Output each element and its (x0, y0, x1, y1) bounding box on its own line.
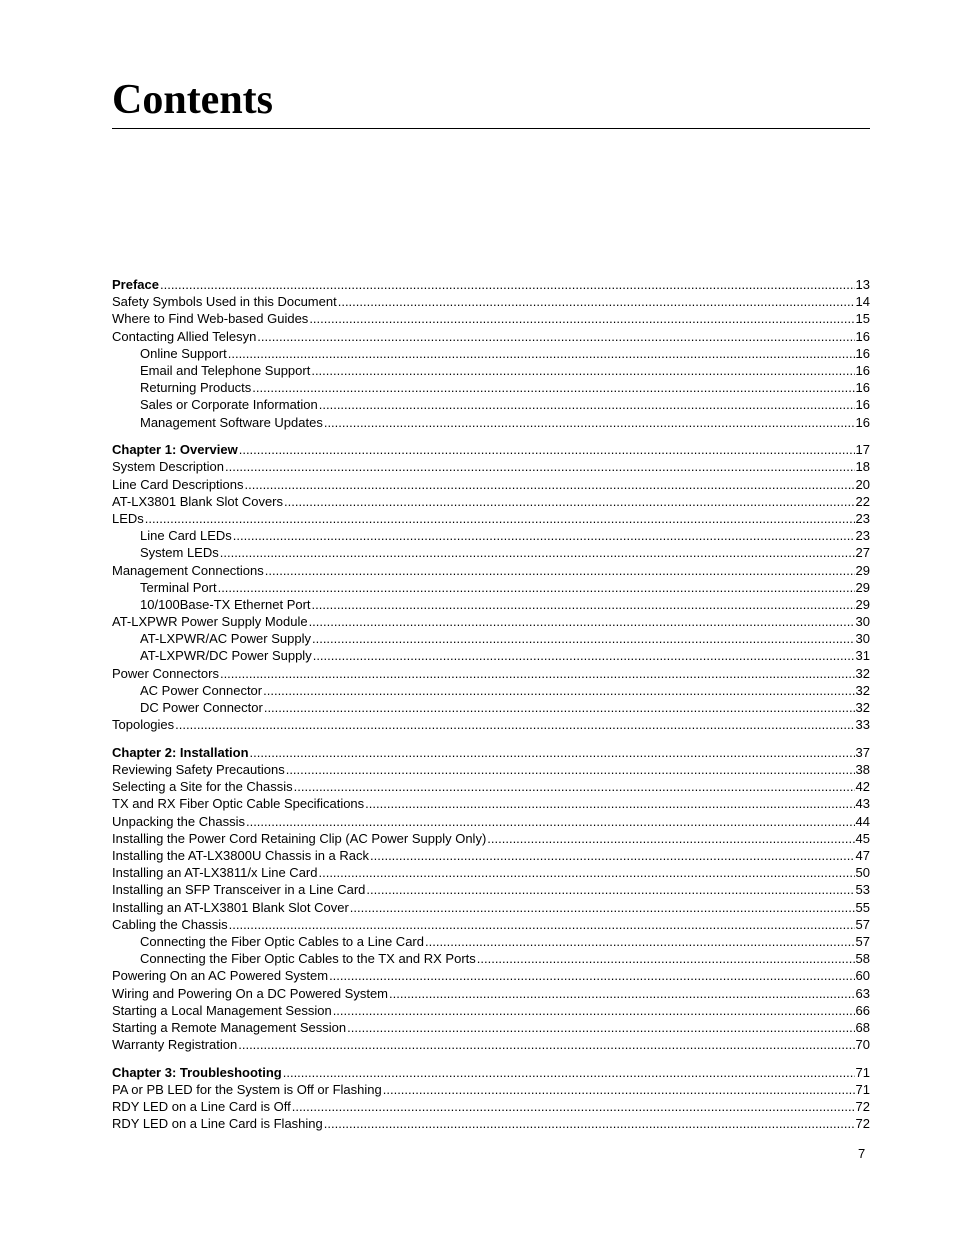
toc-dot-leader (329, 967, 854, 984)
toc-dot-leader (319, 396, 855, 413)
toc-entry[interactable] (112, 613, 870, 630)
toc-entry[interactable] (112, 864, 870, 881)
toc-entry-title: TX and RX Fiber Optic Cable Specifications (112, 796, 365, 812)
toc-entry-page: 71 (855, 1064, 870, 1080)
toc-entry[interactable] (112, 362, 870, 379)
toc-entry-title: Online Support (140, 345, 227, 361)
toc-entry[interactable] (112, 562, 870, 579)
toc-entry[interactable] (112, 950, 870, 967)
toc-dot-leader (218, 579, 855, 596)
toc-entry-page: 29 (855, 579, 870, 595)
toc-entry-page: 57 (855, 916, 870, 932)
toc-dot-leader (487, 830, 854, 847)
toc-entry-title: Preface (112, 277, 159, 292)
toc-entry[interactable] (112, 967, 870, 984)
title-rule (112, 128, 870, 129)
toc-entry[interactable] (112, 665, 870, 682)
toc-entry-page: 32 (855, 700, 870, 715)
toc-entry[interactable] (112, 985, 870, 1002)
toc-entry-title: Terminal Port (140, 579, 217, 595)
toc-chapter-entry[interactable] (112, 441, 870, 458)
toc-entry-title: AT-LX3801 Blank Slot Covers (112, 493, 284, 509)
toc-entry[interactable] (112, 493, 870, 510)
toc-dot-leader (239, 441, 855, 458)
toc-entry-title: Installing the AT-LX3800U Chassis in a Rack (112, 848, 370, 863)
toc-dot-leader (225, 458, 855, 475)
toc-entry-page: 16 (855, 328, 870, 344)
toc-dot-leader (265, 562, 855, 579)
toc-entry-page: 63 (855, 985, 870, 1001)
toc-entry-title: Starting a Remote Management Session (112, 1019, 347, 1035)
toc-entry[interactable] (112, 1002, 870, 1019)
toc-dot-leader (338, 293, 855, 310)
toc-entry-page: 68 (855, 1019, 870, 1035)
toc-entry-page: 58 (855, 951, 870, 967)
toc-entry-title: Chapter 3: Troubleshooting (112, 1064, 282, 1080)
toc-dot-leader (370, 847, 855, 864)
toc-entry-page: 50 (855, 865, 870, 881)
toc-entry-title: Wiring and Powering On a DC Powered System (112, 985, 389, 1001)
toc-entry-title: Cabling the Chassis (112, 916, 228, 932)
toc-entry-title: Unpacking the Chassis (112, 813, 245, 829)
toc-dot-leader (312, 596, 855, 613)
toc-entry-title: DC Power Connector (140, 700, 263, 715)
toc-dot-leader (347, 1019, 854, 1036)
toc-entry-page: 16 (855, 362, 870, 378)
toc-entry-title: AC Power Connector (140, 682, 263, 698)
toc-entry-page: 16 (855, 397, 870, 413)
toc-entry-title: 10/100Base-TX Ethernet Port (140, 596, 311, 612)
toc-entry-title: Installing the Power Cord Retaining Clip (AC Power Supply Only) (112, 830, 487, 846)
toc-entry-page: 23 (855, 510, 870, 526)
toc-entry-title: Powering On an AC Powered System (112, 968, 329, 984)
toc-dot-leader (228, 345, 855, 362)
toc-entry-page: 30 (855, 614, 870, 630)
toc-entry[interactable] (112, 345, 870, 362)
toc-entry-page: 27 (855, 545, 870, 561)
toc-entry[interactable] (112, 396, 870, 413)
toc-entry-page: 70 (855, 1037, 870, 1053)
toc-entry-page: 17 (855, 442, 870, 458)
toc-dot-leader (175, 716, 854, 733)
toc-entry[interactable] (112, 899, 870, 916)
toc-dot-leader (160, 276, 855, 293)
toc-dot-leader (284, 493, 855, 510)
toc-entry-title: Topologies (112, 717, 175, 733)
toc-dot-leader (312, 630, 855, 647)
toc-entry-title: Starting a Local Management Session (112, 1002, 332, 1018)
toc-dot-leader (257, 328, 854, 345)
toc-entry[interactable] (112, 647, 870, 664)
toc-entry[interactable] (112, 881, 870, 898)
toc-dot-leader (311, 362, 854, 379)
toc-dot-leader (286, 761, 855, 778)
toc-chapter-entry[interactable] (112, 276, 870, 293)
toc-entry[interactable] (112, 544, 870, 561)
toc-dot-leader (220, 544, 855, 561)
toc-dot-leader (350, 899, 855, 916)
toc-entry[interactable] (112, 916, 870, 933)
toc-entry-title: Sales or Corporate Information (140, 397, 318, 413)
toc-entry-page: 43 (855, 796, 870, 812)
toc-chapter-entry[interactable] (112, 744, 870, 761)
toc-entry-title: RDY LED on a Line Card is Flashing (112, 1116, 323, 1132)
toc-entry-title: Installing an SFP Transceiver in a Line Card (112, 882, 366, 898)
toc-entry-page: 16 (855, 380, 870, 396)
toc-entry-page: 47 (855, 848, 870, 863)
toc-entry-title: Line Card Descriptions (112, 476, 244, 492)
toc-entry[interactable] (112, 579, 870, 596)
toc-entry-title: AT-LXPWR Power Supply Module (112, 614, 308, 630)
toc-entry[interactable] (112, 813, 870, 830)
toc-entry[interactable] (112, 933, 870, 950)
toc-entry-page: 53 (855, 882, 870, 898)
toc-dot-leader (294, 778, 855, 795)
toc-entry-title: Installing an AT-LX3801 Blank Slot Cover (112, 899, 349, 915)
toc-dot-leader (246, 813, 855, 830)
toc-entry[interactable] (112, 699, 870, 716)
toc-entry[interactable] (112, 379, 870, 396)
toc-entry-page: 72 (855, 1099, 870, 1115)
toc-dot-leader (245, 476, 855, 493)
toc-entry-title: Chapter 2: Installation (112, 744, 249, 760)
toc-entry-page: 29 (855, 562, 870, 578)
toc-entry-title: Management Connections (112, 562, 264, 578)
toc-dot-leader (283, 1064, 855, 1081)
toc-entry-page: 16 (855, 414, 870, 430)
toc-entry-title: Where to Find Web-based Guides (112, 311, 309, 327)
toc-entry-page: 14 (855, 294, 870, 310)
toc-entry[interactable] (112, 596, 870, 613)
toc-entry[interactable] (112, 1115, 870, 1132)
toc-entry-title: Installing an AT-LX3811/x Line Card (112, 865, 318, 881)
toc-entry[interactable] (112, 293, 870, 310)
toc-entry[interactable] (112, 1019, 870, 1036)
toc-entry-title: Contacting Allied Telesyn (112, 328, 257, 344)
toc-entry-title: AT-LXPWR/DC Power Supply (140, 648, 312, 664)
toc-entry-page: 13 (855, 277, 870, 292)
toc-entry-title: AT-LXPWR/AC Power Supply (140, 631, 311, 647)
toc-dot-leader (250, 744, 855, 761)
page-number: 7 (858, 1146, 866, 1161)
toc-dot-leader (220, 665, 855, 682)
toc-entry-title: Returning Products (140, 380, 252, 396)
toc-entry-page: 23 (855, 528, 870, 544)
toc-dot-leader (145, 510, 855, 527)
toc-entry-title: PA or PB LED for the System is Off or Flashing (112, 1081, 382, 1097)
toc-entry-title: Email and Telephone Support (140, 362, 311, 378)
toc-entry[interactable] (112, 761, 870, 778)
toc-dot-leader (366, 881, 854, 898)
toc-entry-title: System LEDs (140, 545, 219, 561)
toc-entry-title: Chapter 1: Overview (112, 442, 238, 458)
toc-entry[interactable] (112, 778, 870, 795)
toc-entry-title: Line Card LEDs (140, 528, 232, 544)
toc-dot-leader (324, 414, 855, 431)
toc-dot-leader (233, 527, 855, 544)
toc-entry[interactable] (112, 847, 870, 864)
toc-dot-leader (313, 647, 855, 664)
toc-entry-title: System Description (112, 459, 224, 475)
page-title: Contents (112, 77, 274, 123)
toc-entry-page: 31 (855, 648, 870, 664)
toc-dot-leader (238, 1036, 854, 1053)
toc-dot-leader (383, 1081, 855, 1098)
toc-entry-page: 72 (855, 1116, 870, 1132)
toc-entry-title: Reviewing Safety Precautions (112, 762, 285, 778)
toc-entry-page: 33 (855, 717, 870, 733)
toc-entry[interactable] (112, 1098, 870, 1115)
toc-entry-page: 29 (855, 596, 870, 612)
toc-entry-page: 15 (855, 311, 870, 327)
toc-entry[interactable] (112, 830, 870, 847)
toc-entry[interactable] (112, 510, 870, 527)
toc-dot-leader (425, 933, 855, 950)
toc-dot-leader (477, 950, 855, 967)
toc-entry[interactable] (112, 458, 870, 475)
toc-dot-leader (309, 613, 855, 630)
toc-dot-leader (333, 1002, 855, 1019)
toc-entry[interactable] (112, 414, 870, 431)
toc-entry-title: Power Connectors (112, 665, 219, 681)
toc-entry[interactable] (112, 1081, 870, 1098)
toc-dot-leader (263, 682, 854, 699)
toc-entry[interactable] (112, 328, 870, 345)
toc-entry-title: LEDs (112, 510, 144, 526)
toc-entry-title: Management Software Updates (140, 414, 323, 430)
toc-entry-title: Safety Symbols Used in this Document (112, 294, 337, 310)
toc-entry-page: 37 (855, 744, 870, 760)
toc-entry-page: 71 (855, 1081, 870, 1097)
toc-entry-page: 55 (855, 899, 870, 915)
toc-dot-leader (252, 379, 854, 396)
toc-entry-page: 60 (855, 968, 870, 984)
toc-entry-title: RDY LED on a Line Card is Off (112, 1099, 291, 1115)
toc-dot-leader (389, 985, 855, 1002)
toc-entry-page: 42 (855, 779, 870, 795)
table-of-contents (112, 276, 870, 1133)
toc-dot-leader (318, 864, 854, 881)
toc-entry[interactable] (112, 1036, 870, 1053)
toc-entry-title: Warranty Registration (112, 1037, 238, 1053)
toc-entry-page: 66 (855, 1002, 870, 1018)
toc-entry[interactable] (112, 476, 870, 493)
toc-dot-leader (264, 699, 855, 716)
toc-entry[interactable] (112, 716, 870, 733)
toc-dot-leader (365, 795, 854, 812)
toc-entry-title: Connecting the Fiber Optic Cables to a Line Card (140, 933, 424, 949)
toc-dot-leader (229, 916, 855, 933)
toc-entry-page: 16 (855, 345, 870, 361)
toc-entry-page: 32 (855, 682, 870, 698)
toc-entry[interactable] (112, 795, 870, 812)
toc-chapter-entry[interactable] (112, 1064, 870, 1081)
toc-entry-page: 57 (855, 933, 870, 949)
toc-entry-title: Selecting a Site for the Chassis (112, 779, 293, 795)
toc-entry-page: 45 (855, 830, 870, 846)
toc-entry-page: 18 (855, 459, 870, 475)
toc-dot-leader (324, 1115, 855, 1132)
toc-dot-leader (292, 1098, 855, 1115)
toc-entry-page: 30 (855, 631, 870, 647)
toc-entry-page: 32 (855, 665, 870, 681)
toc-entry-page: 44 (855, 813, 870, 829)
toc-dot-leader (309, 310, 854, 327)
toc-entry-page: 22 (855, 493, 870, 509)
toc-entry-page: 38 (855, 762, 870, 778)
toc-entry-title: Connecting the Fiber Optic Cables to the TX and RX Ports (140, 951, 476, 967)
toc-entry[interactable] (112, 527, 870, 544)
toc-entry[interactable] (112, 310, 870, 327)
toc-entry-page: 20 (855, 476, 870, 492)
toc-entry[interactable] (112, 682, 870, 699)
toc-entry[interactable] (112, 630, 870, 647)
